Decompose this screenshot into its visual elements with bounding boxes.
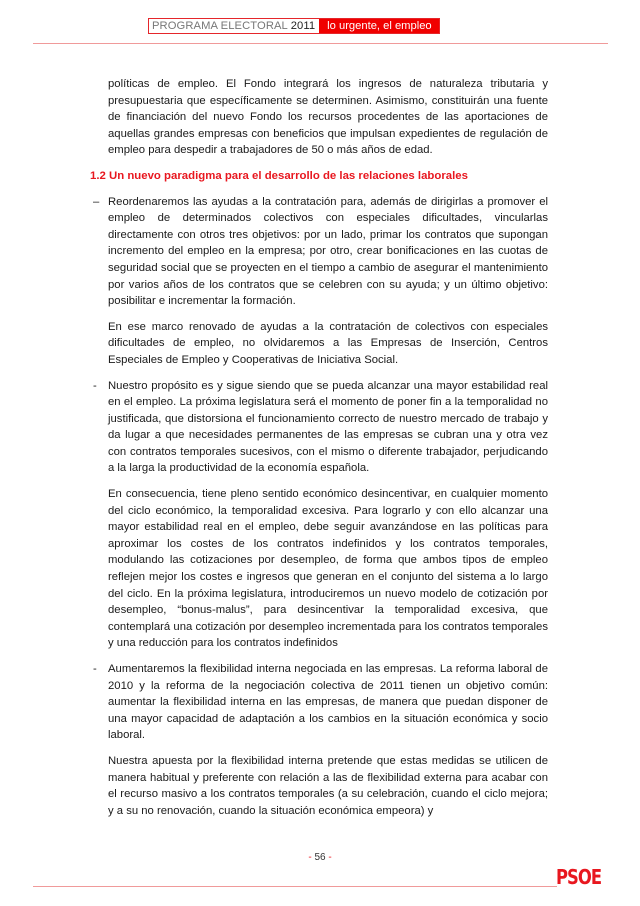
page-number-value: 56 xyxy=(314,852,326,863)
psoe-logo: PSOE xyxy=(556,865,602,889)
bullet-paragraph: Nuestra apuesta por la flexibilidad interna pretende que estas medidas se utilicen de manera habitual y preferente con relación a las de flexibilidad externa para acabar con el recurso masivo a los contratos temporales (a su celebración, cuando el ciclo mejora; y a su no renovación, cuando la situación económica empeora) y xyxy=(108,754,548,817)
bullet-paragraph: Reordenaremos las ayudas a la contratación para, además de dirigirlas a promover el empleo de determinados colectivos con especiales dificultades, vincularlas directamente con otros tres objetivos: por un lado, primar los contratos que supongan incremento del empleo en la empresa; por otro, crear bonificaciones en las cuotas de seguridad social que se proyecten en el tiempo a cambio de asegurar el mantenimiento por varios años de los contratos que se celebren con su ayuda; y un último objetivo: posibilitar e incrementar la formación. xyxy=(108,195,548,308)
program-label-text: PROGRAMA ELECTORAL xyxy=(152,20,288,32)
bullet-item xyxy=(90,661,548,819)
bullet-marker: - xyxy=(93,379,97,392)
page-number-dash: - xyxy=(308,852,312,863)
bullet-marker: – xyxy=(93,195,100,208)
page-number xyxy=(0,852,640,863)
bullet-item xyxy=(90,194,548,369)
bullet-paragraph: Nuestro propósito es y sigue siendo que se pueda alcanzar una mayor estabilidad real en el empleo. La próxima legislatura será el momento de poner fin a la temporalidad no justificada, que distorsiona el funcionamiento correcto de nuestro mercado de trabajo y da lugar a que necesidades permanentes de las empresas se cubran una y otra vez con contratos temporales sucesivos, con el mismo o diferente trabajador, perjudicando a la larga la productividad de la economía española. xyxy=(108,379,548,475)
intro-paragraph: políticas de empleo. El Fondo integrará los ingresos de naturaleza tributaria y presupuestaria que específicamente se determinen. Asimismo, constituirán una fuente de financiación del nuevo Fondo los recursos procedentes de las aportaciones de aquellas grandes empresas con beneficios que impulsan expedientes de regulación de empleo para despedir a trabajadores de 50 o más años de edad. xyxy=(108,78,548,157)
bullet-paragraph: En ese marco renovado de ayudas a la contratación de colectivos con especiales dificultades de empleo, no olvidaremos a las Empresas de Inserción, Centros Especiales de Empleo y Cooperativas de Iniciativa Social. xyxy=(108,320,548,366)
bullet-item xyxy=(90,378,548,653)
page-number-dash: - xyxy=(328,852,332,863)
footer-divider xyxy=(33,886,557,887)
program-year: 2011 xyxy=(290,20,316,32)
section-heading: 1.2 Un nuevo paradigma para el desarrollo de las relaciones laborales xyxy=(90,169,468,182)
bullet-marker: - xyxy=(93,663,97,675)
bullet-paragraph: Aumentaremos la flexibilidad interna negociada en las empresas. La reforma laboral de 2010 y la reforma de la negociación colectiva de 2011 tienen un objetivo común: aumentar la flexibilidad interna en las empresas, de manera que puedan disponer de una mayor capacidad de adaptación a los cambios en la situación económica y socio laboral. xyxy=(108,663,548,742)
slogan: lo urgente, el empleo xyxy=(319,19,438,33)
page-body xyxy=(90,76,548,819)
running-header xyxy=(148,18,440,34)
bullet-paragraph: En consecuencia, tiene pleno sentido económico desincentivar, en cualquier momento del ciclo económico, la temporalidad excesiva. Para lograrlo y con ello alcanzar una mayor estabilidad real en el empleo, debe seguir avanzándose en las políticas para aproximar los costes de los contratos indefinidos y los contratos temporales, modulando las cotizaciones por desempleo, de forma que ambos tipos de empleo reflejen mejor los costes e ingresos que generan en el conjunto del sistema a lo largo del ciclo. En la próxima legislatura, introduciremos un nuevo modelo de cotización por desempleo, “bonus-malus”, para desincentivar la temporalidad excesiva, que contemplará una cotización por desempleo incrementada para los contratos temporales y una reducción para los contratos indefinidos xyxy=(108,488,548,650)
header-divider xyxy=(33,43,608,44)
program-label xyxy=(149,19,319,33)
